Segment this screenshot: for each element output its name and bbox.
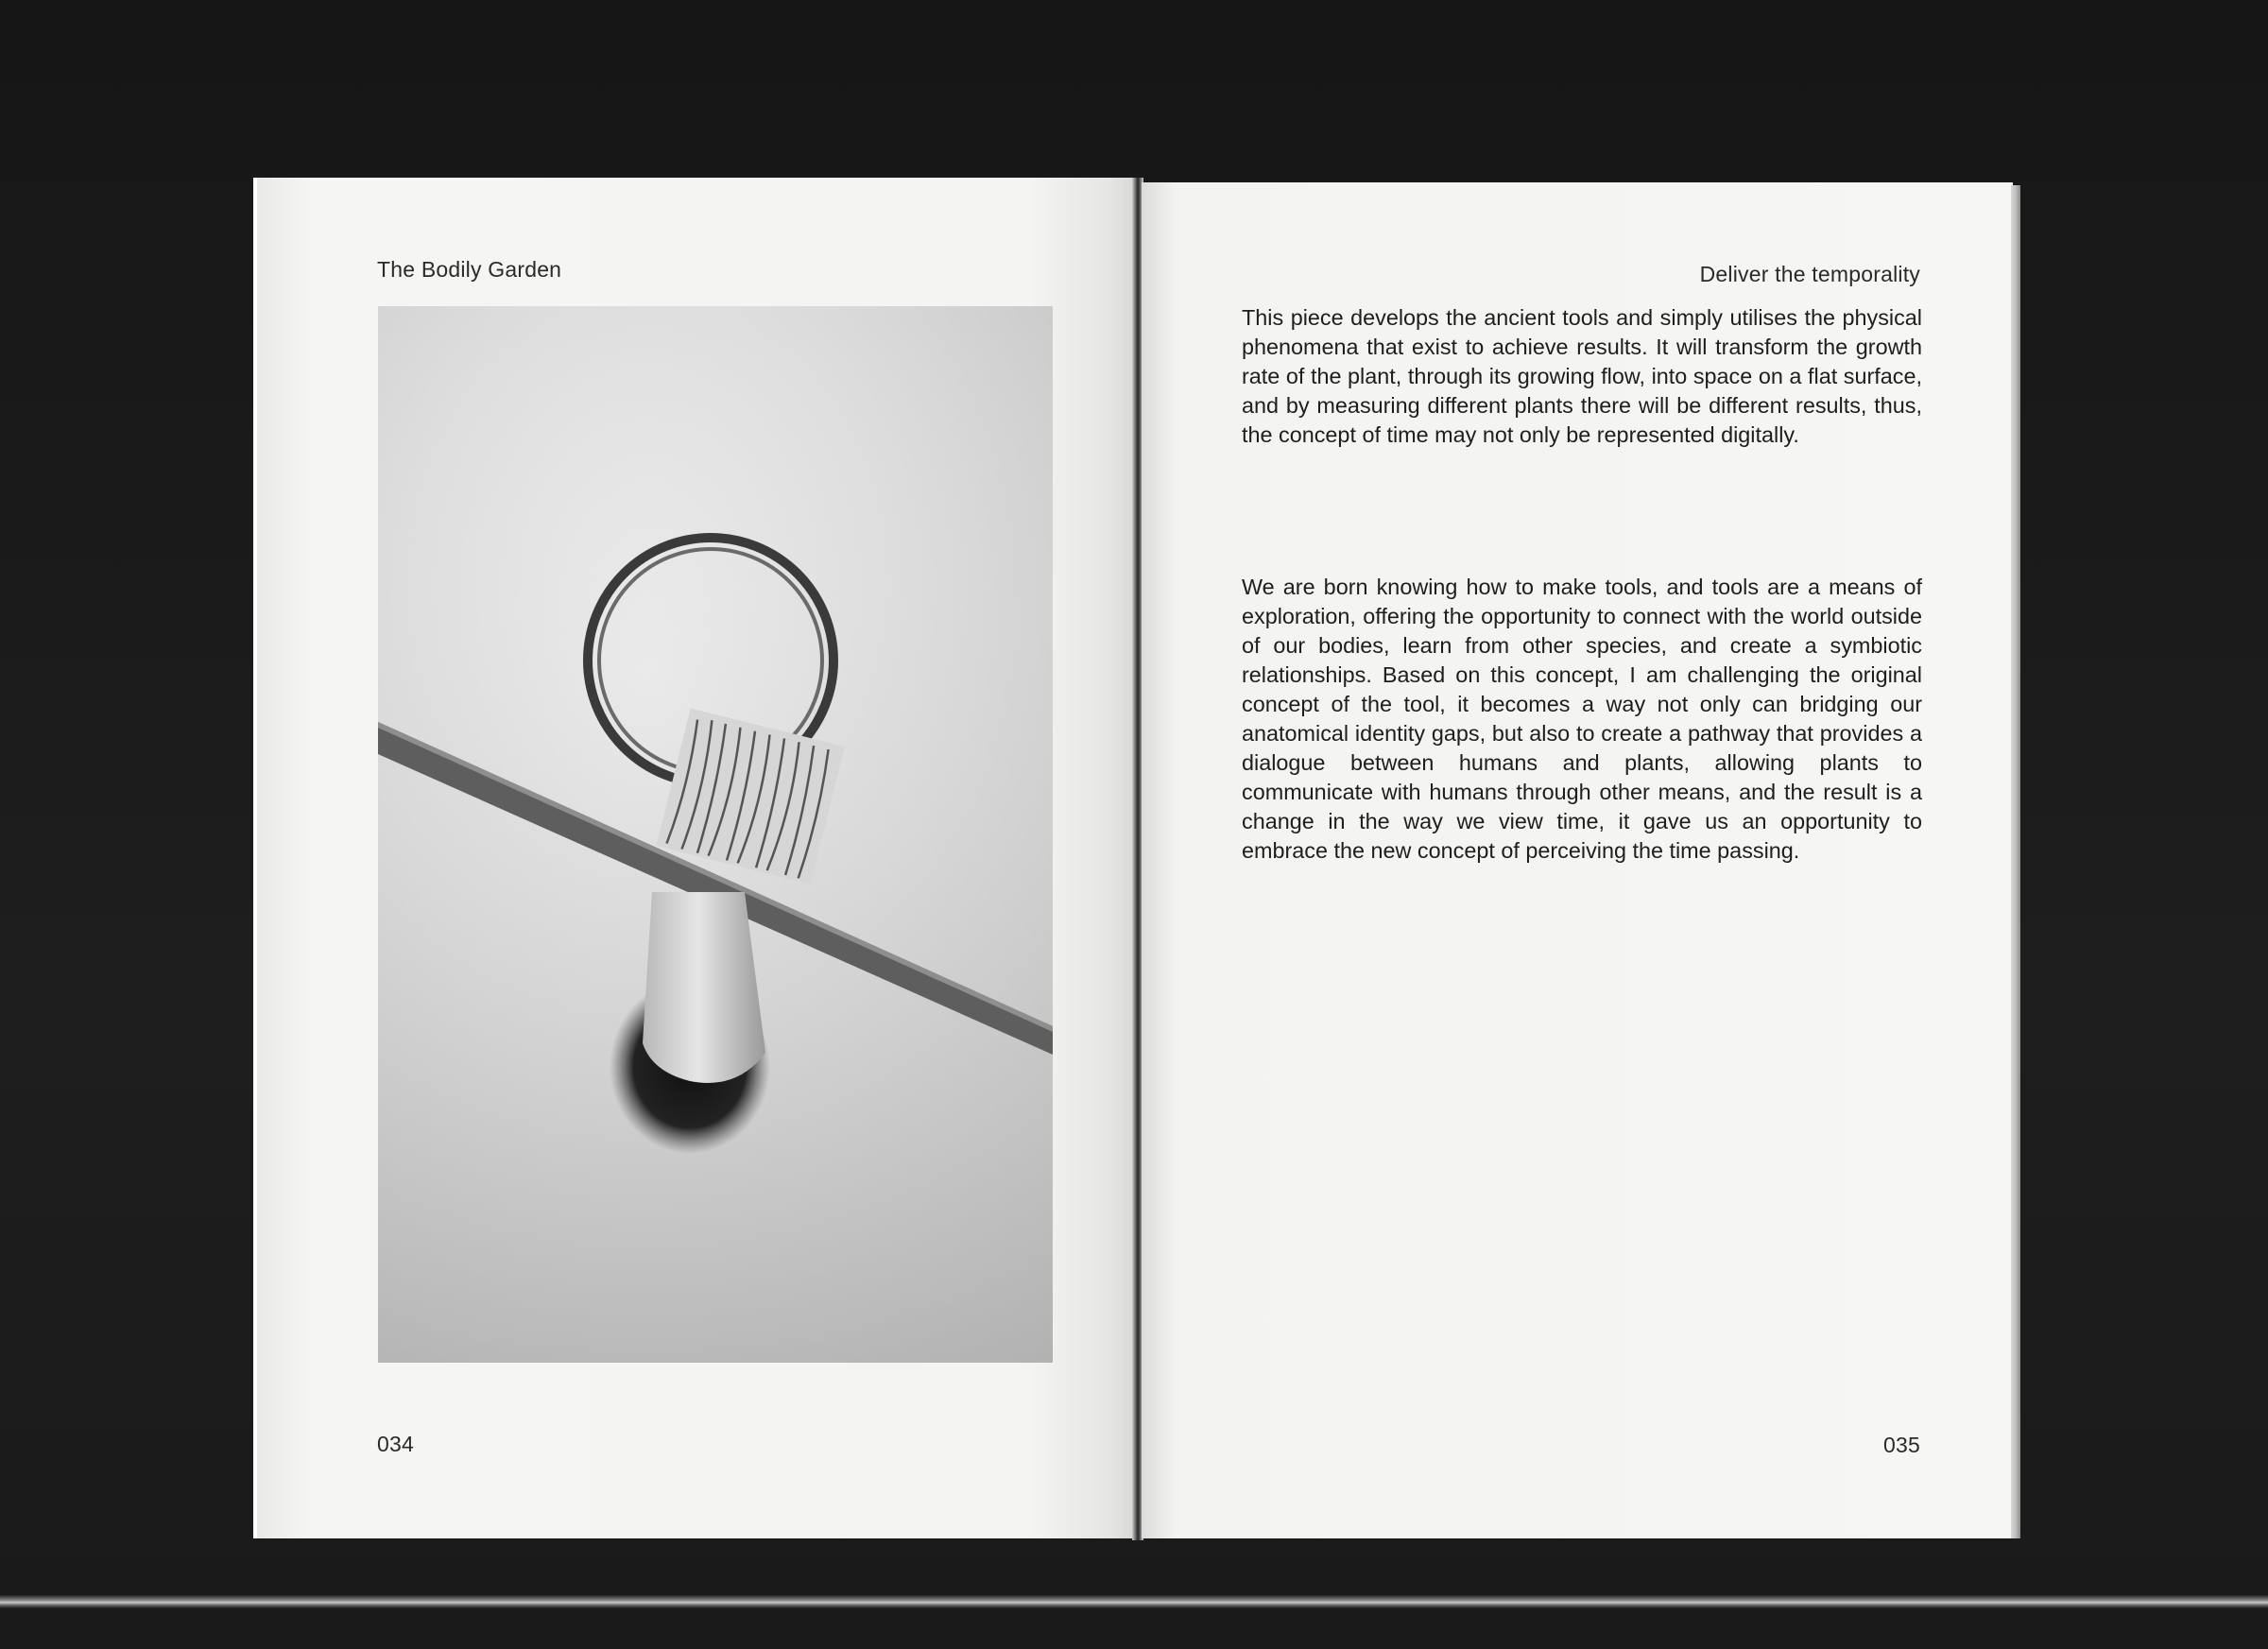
- page-stack-edge: [2011, 185, 2020, 1538]
- left-page-number: 034: [377, 1432, 414, 1456]
- ring-and-peg-photograph: [378, 306, 1053, 1363]
- scanner-edge: [0, 1595, 2268, 1608]
- left-running-head: The Bodily Garden: [377, 257, 562, 282]
- right-running-head: Deliver the temporality: [1699, 262, 1920, 286]
- wooden-peg: [643, 892, 765, 1083]
- photograph-ring-and-wooden-peg-icon: [378, 306, 1053, 1363]
- right-page-number: 035: [1883, 1433, 1920, 1457]
- body-paragraph-1: This piece develops the ancient tools and simply utilises the physical phenomena that exist to achieve results. It will transform the growth rate of the plant, through its growing flow, into space on a flat surface, and by measuring different plants there will be different results, thus, the concept of time may not only be represented digitally.: [1242, 305, 1922, 447]
- left-page: [257, 178, 1134, 1538]
- right-page: [1142, 182, 2013, 1538]
- body-paragraph-2: We are born knowing how to make tools, and tools are a means of exploration, offering the opportunity to connect with the world outside of our bodies, learn from other species, and create a symbiotic relationships. Based on this concept, I am challenging the original concept of the tool, it becomes a way not only can bridging our anatomical identity gaps, but also to create a pathway that provides a dialogue between humans and plants, allowing plants to communicate with humans through other means, and the result is a change in the way we view time, it gave us an opportunity to embrace the new concept of perceiving the time passing.: [1242, 575, 1922, 863]
